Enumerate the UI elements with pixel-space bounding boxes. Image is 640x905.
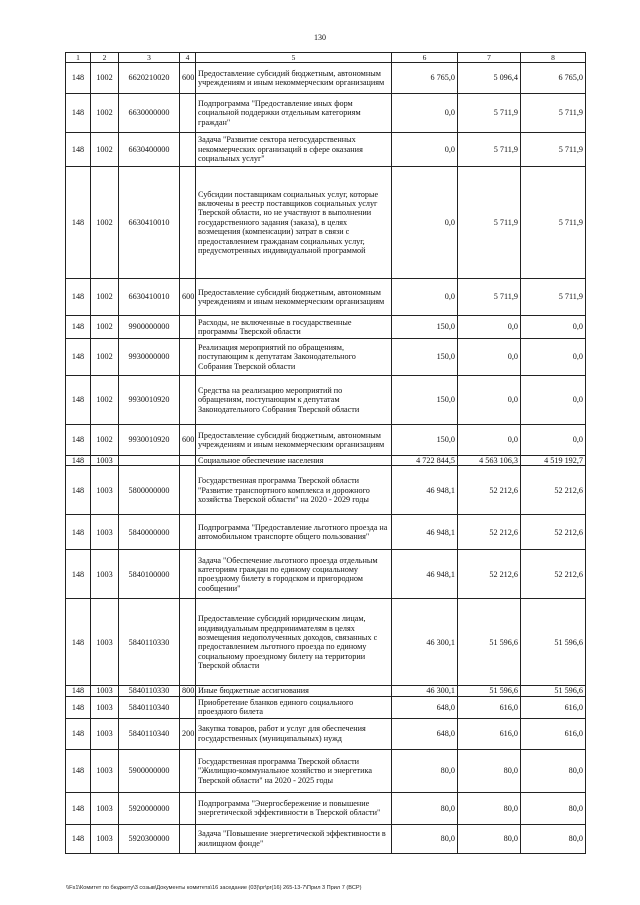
row-code-2: 1002 <box>91 133 119 167</box>
footer-file-path: \\Fs1\Комитет по бюджету\3 созыв\Документы комитета\16 заседание (03)\pr\pr(16) 265-13-7\Прил 3 Прил 7 (ВСР) <box>66 885 362 891</box>
row-code-2: 1003 <box>91 696 119 718</box>
row-code-1: 148 <box>66 425 91 456</box>
page-number: 130 <box>314 33 326 42</box>
row-value-6: 150,0 <box>392 339 458 376</box>
row-code-4 <box>180 376 196 425</box>
row-code-1: 148 <box>66 279 91 316</box>
row-code-3: 5920300000 <box>119 824 180 853</box>
row-value-7: 616,0 <box>458 718 521 749</box>
row-value-6: 0,0 <box>392 133 458 167</box>
row-code-3: 5900000000 <box>119 749 180 792</box>
row-code-1: 148 <box>66 456 91 466</box>
row-code-1: 148 <box>66 718 91 749</box>
row-description: Средства на реализацию мероприятий по обращениям, поступающим к депутатам Законодательного Собрания Тверской области <box>196 376 392 425</box>
row-description: Приобретение бланков единого социального проездного билета <box>196 696 392 718</box>
row-description: Государственная программа Тверской области "Развитие транспортного комплекса и дорожного хозяйства Тверской области" на 2020 - 2029 годы <box>196 466 392 515</box>
table-row <box>66 515 586 550</box>
row-code-1: 148 <box>66 339 91 376</box>
row-value-8: 52 212,6 <box>521 550 586 599</box>
table-row <box>66 376 586 425</box>
row-code-4 <box>180 824 196 853</box>
row-value-8: 51 596,6 <box>521 599 586 686</box>
row-code-2: 1003 <box>91 824 119 853</box>
row-value-7: 0,0 <box>458 376 521 425</box>
column-header: 5 <box>196 53 392 63</box>
row-code-2: 1003 <box>91 749 119 792</box>
row-value-7: 52 212,6 <box>458 550 521 599</box>
row-value-8: 0,0 <box>521 339 586 376</box>
row-value-7: 51 596,6 <box>458 686 521 696</box>
row-value-7: 5 711,9 <box>458 133 521 167</box>
row-value-8: 5 711,9 <box>521 167 586 279</box>
row-code-3: 5800000000 <box>119 466 180 515</box>
table-row <box>66 696 586 718</box>
row-description: Задача "Повышение энергетической эффективности в жилищном фонде" <box>196 824 392 853</box>
row-code-3: 6630000000 <box>119 94 180 133</box>
row-value-6: 648,0 <box>392 696 458 718</box>
table-row <box>66 279 586 316</box>
row-value-6: 46 948,1 <box>392 466 458 515</box>
table-row <box>66 550 586 599</box>
row-code-3: 6630410010 <box>119 279 180 316</box>
column-header: 4 <box>180 53 196 63</box>
table-row <box>66 599 586 686</box>
table-row <box>66 792 586 824</box>
row-code-4 <box>180 550 196 599</box>
table-row <box>66 425 586 456</box>
row-code-1: 148 <box>66 515 91 550</box>
table-row <box>66 133 586 167</box>
row-value-6: 0,0 <box>392 94 458 133</box>
table-row <box>66 63 586 94</box>
row-description: Предоставление субсидий бюджетным, автономным учреждениям и иным некоммерческим организациям <box>196 425 392 456</box>
row-code-2: 1002 <box>91 376 119 425</box>
row-code-3: 5840110340 <box>119 718 180 749</box>
table-row <box>66 316 586 339</box>
row-value-6: 648,0 <box>392 718 458 749</box>
row-code-1: 148 <box>66 550 91 599</box>
row-code-4 <box>180 167 196 279</box>
row-description: Субсидии поставщикам социальных услуг, которые включены в реестр поставщиков социальных услуг Тверской области, но не участвуют в выполнении государственного задания (заказа), в целях возмещения (компенсации) затрат в связи с предоставлением гражданам социальных услуг, предусмотренных индивидуальной программой <box>196 167 392 279</box>
table-row <box>66 339 586 376</box>
row-value-8: 80,0 <box>521 824 586 853</box>
row-value-6: 150,0 <box>392 376 458 425</box>
table-row <box>66 456 586 466</box>
row-value-8: 52 212,6 <box>521 515 586 550</box>
row-code-4 <box>180 466 196 515</box>
row-code-4 <box>180 599 196 686</box>
row-code-3: 9900000000 <box>119 316 180 339</box>
row-code-2: 1003 <box>91 515 119 550</box>
row-code-2: 1003 <box>91 686 119 696</box>
row-code-3: 9930010920 <box>119 376 180 425</box>
row-value-6: 80,0 <box>392 749 458 792</box>
row-description: Подпрограмма "Предоставление иных форм социальной поддержки отдельным категориям граждан" <box>196 94 392 133</box>
row-code-1: 148 <box>66 824 91 853</box>
row-value-8: 80,0 <box>521 749 586 792</box>
row-value-8: 0,0 <box>521 425 586 456</box>
row-code-1: 148 <box>66 167 91 279</box>
row-description: Расходы, не включенные в государственные программы Тверской области <box>196 316 392 339</box>
row-value-8: 616,0 <box>521 696 586 718</box>
row-value-8: 0,0 <box>521 316 586 339</box>
row-code-3: 5840110330 <box>119 686 180 696</box>
row-value-7: 80,0 <box>458 749 521 792</box>
row-code-1: 148 <box>66 63 91 94</box>
row-code-2: 1003 <box>91 456 119 466</box>
row-code-1: 148 <box>66 376 91 425</box>
row-code-4 <box>180 696 196 718</box>
row-value-6: 46 300,1 <box>392 599 458 686</box>
row-value-6: 0,0 <box>392 167 458 279</box>
row-value-8: 5 711,9 <box>521 133 586 167</box>
row-code-4 <box>180 749 196 792</box>
row-value-7: 0,0 <box>458 425 521 456</box>
row-code-3: 9930010920 <box>119 425 180 456</box>
row-code-3 <box>119 456 180 466</box>
row-value-7: 5 711,9 <box>458 279 521 316</box>
table-row <box>66 718 586 749</box>
row-code-1: 148 <box>66 696 91 718</box>
table-row <box>66 686 586 696</box>
row-code-4 <box>180 339 196 376</box>
row-value-7: 80,0 <box>458 792 521 824</box>
row-value-8: 80,0 <box>521 792 586 824</box>
row-code-4 <box>180 94 196 133</box>
row-value-7: 4 563 106,3 <box>458 456 521 466</box>
budget-table <box>65 52 586 854</box>
row-value-8: 52 212,6 <box>521 466 586 515</box>
row-code-1: 148 <box>66 599 91 686</box>
row-description: Предоставление субсидий юридическим лицам, индивидуальным предпринимателям в целях возмещения недополученных доходов, связанных с предоставлением льготного проезда по единому социальному проездному билету на территории Тверской области <box>196 599 392 686</box>
row-code-3: 6630400000 <box>119 133 180 167</box>
row-code-2: 1003 <box>91 550 119 599</box>
row-code-4: 200 <box>180 718 196 749</box>
row-code-4 <box>180 316 196 339</box>
row-code-2: 1002 <box>91 63 119 94</box>
column-header: 3 <box>119 53 180 63</box>
row-value-6: 0,0 <box>392 279 458 316</box>
row-code-2: 1002 <box>91 316 119 339</box>
column-header: 8 <box>521 53 586 63</box>
column-header: 2 <box>91 53 119 63</box>
row-code-3: 5920000000 <box>119 792 180 824</box>
row-code-3: 5840110330 <box>119 599 180 686</box>
row-code-4 <box>180 133 196 167</box>
row-code-4: 800 <box>180 686 196 696</box>
row-code-2: 1003 <box>91 718 119 749</box>
row-code-1: 148 <box>66 792 91 824</box>
row-code-2: 1002 <box>91 339 119 376</box>
table-row <box>66 824 586 853</box>
table-header-row <box>66 53 586 63</box>
row-code-4: 600 <box>180 279 196 316</box>
row-code-2: 1002 <box>91 425 119 456</box>
row-description: Закупка товаров, работ и услуг для обеспечения государственных (муниципальных) нужд <box>196 718 392 749</box>
row-value-7: 0,0 <box>458 316 521 339</box>
row-value-6: 150,0 <box>392 316 458 339</box>
row-code-4 <box>180 515 196 550</box>
row-value-8: 51 596,6 <box>521 686 586 696</box>
column-header: 7 <box>458 53 521 63</box>
row-code-1: 148 <box>66 94 91 133</box>
row-code-3: 5840110340 <box>119 696 180 718</box>
row-value-7: 80,0 <box>458 824 521 853</box>
row-code-2: 1003 <box>91 466 119 515</box>
row-code-3: 6630410010 <box>119 167 180 279</box>
row-value-7: 616,0 <box>458 696 521 718</box>
row-code-1: 148 <box>66 686 91 696</box>
row-code-2: 1003 <box>91 792 119 824</box>
row-code-2: 1002 <box>91 279 119 316</box>
row-value-8: 5 711,9 <box>521 94 586 133</box>
row-value-6: 46 300,1 <box>392 686 458 696</box>
row-code-2: 1003 <box>91 599 119 686</box>
row-value-7: 51 596,6 <box>458 599 521 686</box>
row-code-2: 1002 <box>91 94 119 133</box>
row-code-1: 148 <box>66 316 91 339</box>
table-row <box>66 749 586 792</box>
row-description: Реализация мероприятий по обращениям, поступающим к депутатам Законодательного Собрания Тверской области <box>196 339 392 376</box>
row-code-1: 148 <box>66 133 91 167</box>
row-code-4: 600 <box>180 63 196 94</box>
row-description: Социальное обеспечение населения <box>196 456 392 466</box>
row-value-6: 4 722 844,5 <box>392 456 458 466</box>
row-value-7: 5 711,9 <box>458 167 521 279</box>
row-value-6: 6 765,0 <box>392 63 458 94</box>
row-code-4 <box>180 792 196 824</box>
row-description: Задача "Обеспечение льготного проезда отдельным категориям граждан по единому социальному проездному билету в городском и пригородном сообщении" <box>196 550 392 599</box>
row-value-8: 0,0 <box>521 376 586 425</box>
table-row <box>66 94 586 133</box>
column-header: 6 <box>392 53 458 63</box>
row-code-3: 5840000000 <box>119 515 180 550</box>
row-value-7: 0,0 <box>458 339 521 376</box>
row-value-8: 5 711,9 <box>521 279 586 316</box>
row-code-4: 600 <box>180 425 196 456</box>
row-value-8: 6 765,0 <box>521 63 586 94</box>
row-value-7: 52 212,6 <box>458 466 521 515</box>
row-code-3: 9930000000 <box>119 339 180 376</box>
column-header: 1 <box>66 53 91 63</box>
row-code-1: 148 <box>66 749 91 792</box>
row-value-6: 46 948,1 <box>392 550 458 599</box>
row-code-1: 148 <box>66 466 91 515</box>
row-code-3: 5840100000 <box>119 550 180 599</box>
row-value-8: 4 519 192,7 <box>521 456 586 466</box>
row-value-8: 616,0 <box>521 718 586 749</box>
row-value-7: 5 711,9 <box>458 94 521 133</box>
row-value-6: 80,0 <box>392 792 458 824</box>
row-value-7: 52 212,6 <box>458 515 521 550</box>
row-code-3: 6620210020 <box>119 63 180 94</box>
row-description: Государственная программа Тверской области "Жилищно-коммунальное хозяйство и энергетика Тверской области" на 2020 - 2025 годы <box>196 749 392 792</box>
row-description: Подпрограмма "Энергосбережение и повышение энергетической эффективности в Тверской области" <box>196 792 392 824</box>
table-row <box>66 466 586 515</box>
row-description: Иные бюджетные ассигнования <box>196 686 392 696</box>
row-value-6: 46 948,1 <box>392 515 458 550</box>
row-description: Подпрограмма "Предоставление льготного проезда на автомобильном транспорте общего пользования" <box>196 515 392 550</box>
row-description: Задача "Развитие сектора негосударственных некоммерческих организаций в сфере оказания социальных услуг" <box>196 133 392 167</box>
row-code-4 <box>180 456 196 466</box>
row-value-7: 5 096,4 <box>458 63 521 94</box>
row-description: Предоставление субсидий бюджетным, автономным учреждениям и иным некоммерческим организациям <box>196 63 392 94</box>
row-value-6: 80,0 <box>392 824 458 853</box>
row-value-6: 150,0 <box>392 425 458 456</box>
row-description: Предоставление субсидий бюджетным, автономным учреждениям и иным некоммерческим организациям <box>196 279 392 316</box>
table-row <box>66 167 586 279</box>
row-code-2: 1002 <box>91 167 119 279</box>
